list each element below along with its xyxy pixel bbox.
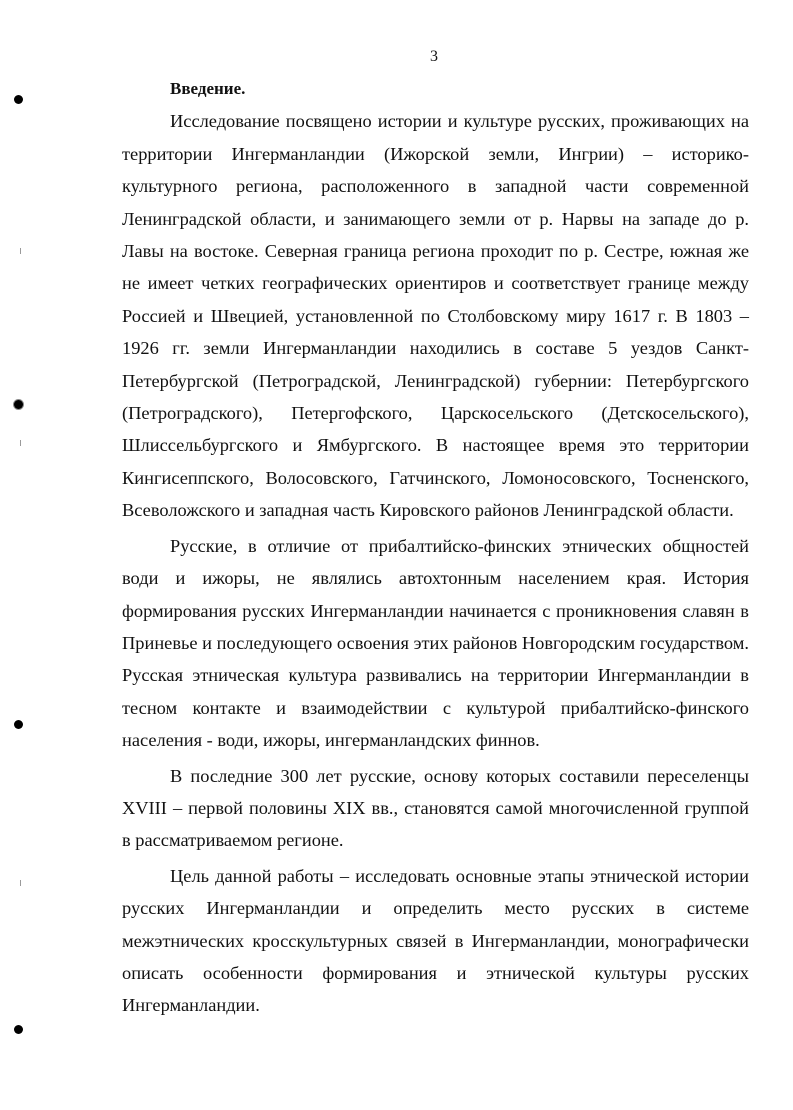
paragraph: Исследование посвящено истории и культуре русских, проживающих на территории Ингерманландии (Ижорской земли, Ингрии) – историко-культурного региона, расположенного в западной части современной Ленинградской области, и занимающего земли от р. Нарвы на западе до р. Лавы на востоке. Северная граница региона проходит по р. Сестре, южная же не имеет четких географических ориентиров и соответствует границе между Россией и Швецией, установленной по Столбовскому миру 1617 г. В 1803 – 1926 гг. земли Ингерманландии находились в составе 5 уездов Санкт-Петербургской (Петроградской, Ленинградской) губернии: Петербургского (Петроградского), Петергофского, Царскосельского (Детскосельского), Шлиссельбургского и Ямбургского. В настоящее время это территории Кингисеппского, Волосовского, Гатчинского, Ломоносовского, Тосненского, Всеволожского и западная часть Кировского районов Ленинградской области. <box>122 111 749 521</box>
section-heading: Введение. <box>170 79 246 98</box>
scan-speck <box>20 440 21 446</box>
scan-speck <box>20 880 21 886</box>
punch-hole <box>14 400 23 409</box>
punch-hole <box>14 95 23 104</box>
scan-speck <box>20 248 21 254</box>
paragraph: В последние 300 лет русские, основу которых составили переселенцы XVIII – первой половины XIX вв., становятся самой многочисленной группой в рассматриваемом регионе. <box>122 765 749 851</box>
punch-hole <box>14 1025 23 1034</box>
paragraph: Русские, в отличие от прибалтийско-финских этнических общностей води и ижоры, не являлись автохтонным населением края. История формирования русских Ингерманландии начинается с проникновения славян в Приневье и последующего освоения этих районов Новгородским государством. Русская этническая культура развивались на территории Ингерманландии в тесном контакте и взаимодействии с культурой прибалтийско-финского населения - води, ижоры, ингерманландских финнов. <box>122 535 749 751</box>
punch-hole <box>14 720 23 729</box>
page-number: 3 <box>430 48 438 65</box>
paragraph: Цель данной работы – исследовать основные этапы этнической истории русских Ингерманландии и определить место русских в системе межэтнических кросскультурных связей в Ингерманландии, монографически описать особенности формирования и этнической культуры русских Ингерманландии. <box>122 865 749 1016</box>
document-body <box>122 73 749 1022</box>
